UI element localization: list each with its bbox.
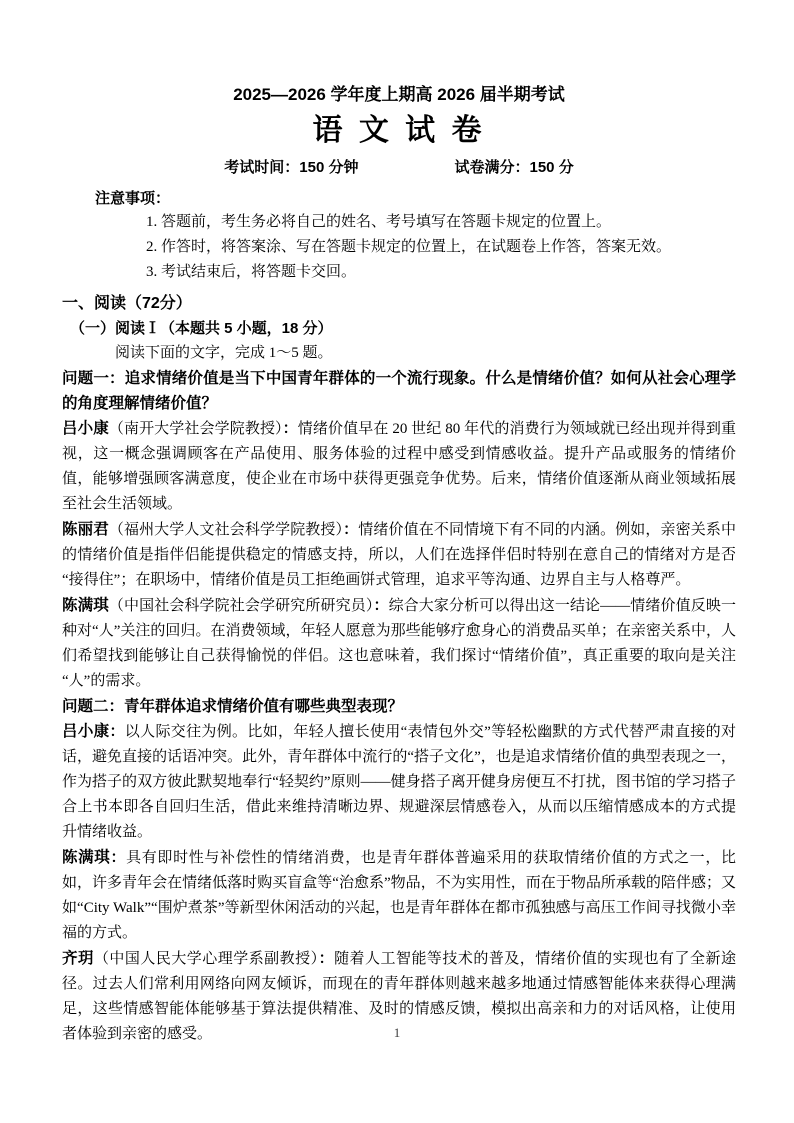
expert-paragraph-chenmanqi-2 — [62, 845, 736, 946]
speaker-name: 陈丽君 — [62, 521, 109, 538]
speaker-colon: ： — [343, 521, 359, 538]
question-one-heading: 问题一：追求情绪价值是当下中国青年群体的一个流行现象。什么是情绪价值？如何从社会心理学的角度理解情绪价值？ — [62, 370, 736, 412]
speaker-colon: ： — [110, 849, 127, 866]
exam-subject-title: 语 文 试 卷 — [312, 114, 486, 147]
section-heading-reading: 一、阅读（72分） — [62, 295, 192, 312]
exam-full-score: 试卷满分：150 分 — [454, 159, 574, 176]
reading-instruction: 阅读下面的文字，完成 1～5 题。 — [115, 345, 333, 361]
question-two-heading: 问题二：青年群体追求情绪价值有哪些典型表现？ — [62, 698, 404, 715]
notice-item-2: 2. 作答时，将答案涂、写在答题卡规定的位置上，在试题卷上作答，答案无效。 — [146, 239, 672, 255]
speaker-name: 陈满琪 — [62, 597, 109, 614]
speaker-affiliation: （中国人民大学心理学系副教授） — [93, 951, 319, 967]
speaker-affiliation: （福州大学人文社会科学学院教授） — [108, 522, 344, 538]
speaker-name: 吕小康 — [62, 723, 110, 740]
page-content — [62, 84, 736, 1047]
speaker-name: 吕小康 — [62, 420, 109, 437]
exam-info-line — [62, 158, 736, 178]
speaker-affiliation: （中国社会科学院社会学研究所研究员） — [108, 598, 374, 614]
expert-paragraph-chenmanqi-1 — [62, 593, 736, 694]
paragraph-text: 综合大家分析可以得出这一结论——情绪价值反映一种对“人”关注的回归。在消费领域，年轻人愿意为那些能够疗愈身心的消费品买单；在亲密关系中，人们希望找到能够让自己获得愉悦的伴侣。这也意味着，我们探讨“情绪价值”，真正重要的取向是关注“人”的需求。 — [62, 598, 736, 689]
expert-paragraph-chenlijun — [62, 517, 736, 593]
exam-session-title: 2025—2026 学年度上期高 2026 届半期考试 — [233, 85, 565, 104]
speaker-colon: ： — [109, 723, 125, 740]
speaker-colon: ： — [318, 950, 335, 967]
expert-paragraph-lvxiaokang-1 — [62, 416, 736, 517]
speaker-affiliation: （南开大学社会学院教授） — [108, 421, 283, 437]
paragraph-text: 随着人工智能等技术的普及，情绪价值的实现也有了全新途径。过去人们常利用网络向网友倾诉，而现在的青年群体则越来越多地通过情感智能体来获得心理满足，这些情感智能体能够基于算法提供精准、及时的情感反馈，模拟出高亲和力的对话风格，让使用者体验到亲密的感受。 — [62, 951, 736, 1042]
paragraph-text: 具有即时性与补偿性的情绪消费，也是青年群体普遍采用的获取情绪价值的方式之一，比如，许多青年会在情绪低落时购买盲盒等“治愈系”物品，不为实用性，而在于物品所承载的陪伴感；又如“City Walk”“围炉煮茶”等新型休闲活动的兴起，也是青年群体在都市孤独感与高压工作间寻找微小幸福的方式。 — [62, 850, 736, 941]
page-number: 1 — [393, 1025, 401, 1040]
paragraph-text: 情绪价值在不同情境下有不同的内涵。例如，亲密关系中的情绪价值是指伴侣能提供稳定的情感支持，所以，人们在选择伴侣时特别在意自己的情绪对方是否“接得住”；在职场中，情绪价值是员工拒绝画饼式管理，追求平等沟通、边界自主与人格尊严。 — [62, 522, 736, 588]
subsection-heading-reading-1: （一）阅读Ⅰ（本题共 5 小题，18 分） — [70, 320, 333, 337]
speaker-colon: ： — [282, 420, 298, 437]
paragraph-text: 情绪价值早在 20 世纪 80 年代的消费行为领域就已经出现并得到重视，这一概念强调顾客在产品使用、服务体验的过程中感受到情感收益。提升产品或服务的情绪价值，能够增强顾客满意度，使企业在市场中获得更强竞争优势。后来，情绪价值逐渐从商业领域拓展至社会生活领域。 — [62, 421, 736, 512]
notice-item-1: 1. 答题前，考生务必将自己的姓名、考号填写在答题卡规定的位置上。 — [146, 214, 612, 230]
notice-section — [62, 188, 736, 285]
expert-paragraph-lvxiaokang-2 — [62, 719, 736, 845]
exam-time: 考试时间：150 分钟 — [224, 159, 359, 176]
paragraph-text: 以人际交往为例。比如，年轻人擅长使用“表情包外交”等轻松幽默的方式代替严肃直接的对话，避免直接的话语冲突。此外，青年群体中流行的“搭子文化”，也是追求情绪价值的典型表现之一，作为搭子的双方彼此默契地奉行“轻契约”原则——健身搭子离开健身房便互不打扰，图书馆的学习搭子合上书本即各自回归生活，借此来维持清晰边界、规避深层情感卷入，从而以压缩情感成本的方式提升情绪收益。 — [62, 724, 736, 840]
notice-heading: 注意事项： — [95, 190, 171, 207]
notice-item-3: 3. 考试结束后，将答题卡交回。 — [146, 264, 357, 280]
speaker-name: 齐玥 — [62, 950, 94, 967]
speaker-colon: ： — [373, 597, 389, 614]
speaker-name: 陈满琪 — [62, 849, 111, 866]
